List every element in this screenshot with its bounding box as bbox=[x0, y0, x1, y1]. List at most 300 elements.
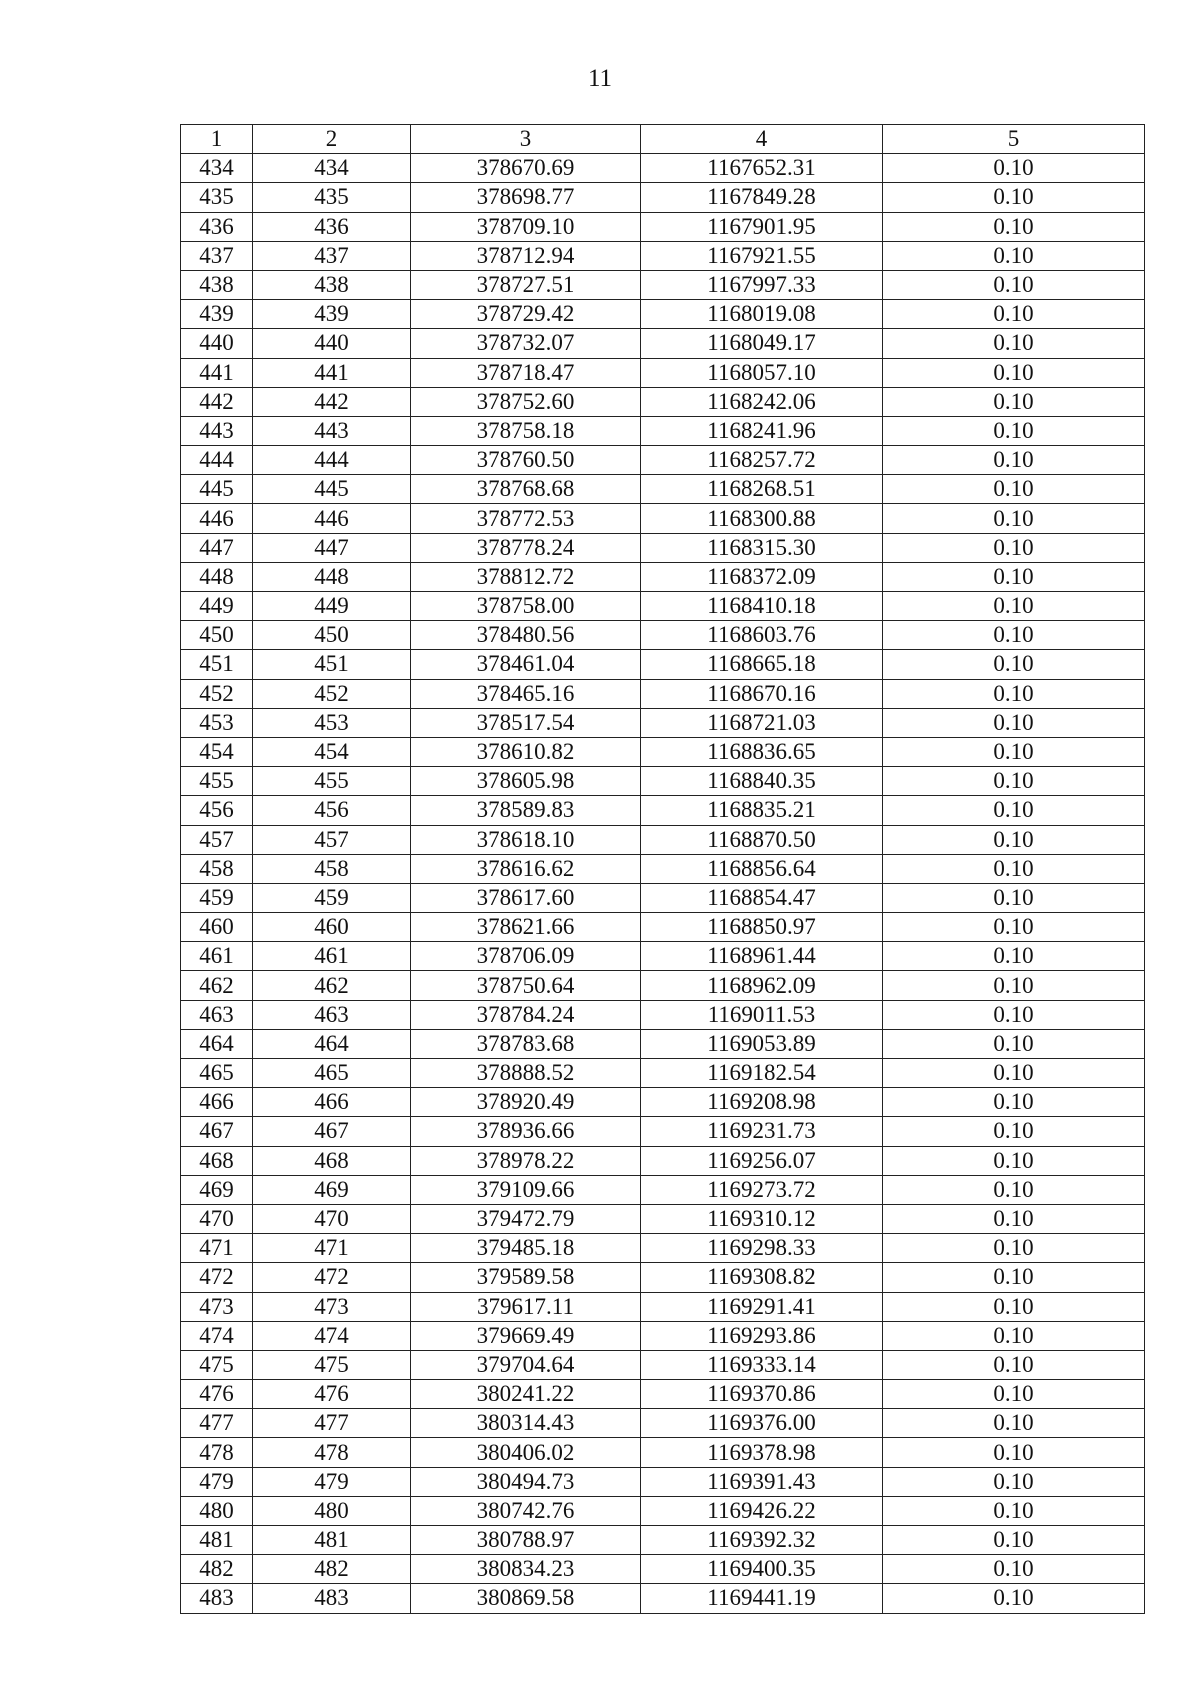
table-cell: 1168300.88 bbox=[641, 504, 883, 533]
table-cell: 1167849.28 bbox=[641, 183, 883, 212]
table-cell: 449 bbox=[253, 592, 411, 621]
table-row bbox=[181, 1496, 1145, 1525]
table-cell: 0.10 bbox=[883, 1438, 1145, 1467]
table-cell: 0.10 bbox=[883, 416, 1145, 445]
table-cell: 458 bbox=[253, 854, 411, 883]
table-cell: 435 bbox=[253, 183, 411, 212]
table-row bbox=[181, 1059, 1145, 1088]
table-cell: 440 bbox=[253, 329, 411, 358]
table-cell: 378732.07 bbox=[411, 329, 641, 358]
table-cell: 0.10 bbox=[883, 708, 1145, 737]
table-cell: 459 bbox=[181, 883, 253, 912]
table-row bbox=[181, 329, 1145, 358]
table-cell: 380742.76 bbox=[411, 1496, 641, 1525]
table-cell: 480 bbox=[253, 1496, 411, 1525]
table-cell: 0.10 bbox=[883, 1467, 1145, 1496]
table-cell: 0.10 bbox=[883, 942, 1145, 971]
table-row bbox=[181, 533, 1145, 562]
table-cell: 1168049.17 bbox=[641, 329, 883, 358]
table-cell: 379109.66 bbox=[411, 1175, 641, 1204]
table-cell: 473 bbox=[181, 1292, 253, 1321]
table-cell: 453 bbox=[253, 708, 411, 737]
table-cell: 447 bbox=[181, 533, 253, 562]
table-cell: 378752.60 bbox=[411, 387, 641, 416]
table-cell: 0.10 bbox=[883, 183, 1145, 212]
table-cell: 475 bbox=[253, 1350, 411, 1379]
table-cell: 466 bbox=[181, 1088, 253, 1117]
table-cell: 482 bbox=[181, 1555, 253, 1584]
table-cell: 461 bbox=[253, 942, 411, 971]
table-cell: 379589.58 bbox=[411, 1263, 641, 1292]
table-cell: 476 bbox=[181, 1380, 253, 1409]
coordinates-table bbox=[180, 124, 1145, 1614]
table-cell: 378709.10 bbox=[411, 212, 641, 241]
table-cell: 440 bbox=[181, 329, 253, 358]
table-cell: 479 bbox=[253, 1467, 411, 1496]
table-cell: 441 bbox=[253, 358, 411, 387]
table-cell: 0.10 bbox=[883, 270, 1145, 299]
table-cell: 435 bbox=[181, 183, 253, 212]
table-cell: 378670.69 bbox=[411, 154, 641, 183]
table-cell: 379704.64 bbox=[411, 1350, 641, 1379]
table-cell: 476 bbox=[253, 1380, 411, 1409]
table-cell: 0.10 bbox=[883, 1321, 1145, 1350]
table-row bbox=[181, 737, 1145, 766]
table-cell: 0.10 bbox=[883, 300, 1145, 329]
table-cell: 1168372.09 bbox=[641, 562, 883, 591]
table-cell: 438 bbox=[253, 270, 411, 299]
table-cell: 1169293.86 bbox=[641, 1321, 883, 1350]
table-cell: 1169231.73 bbox=[641, 1117, 883, 1146]
table-row bbox=[181, 621, 1145, 650]
table-cell: 0.10 bbox=[883, 1555, 1145, 1584]
table-row bbox=[181, 1175, 1145, 1204]
table-row bbox=[181, 942, 1145, 971]
table-cell: 452 bbox=[181, 679, 253, 708]
table-cell: 445 bbox=[181, 475, 253, 504]
table-row bbox=[181, 387, 1145, 416]
table-cell: 0.10 bbox=[883, 796, 1145, 825]
table-cell: 378778.24 bbox=[411, 533, 641, 562]
table-cell: 0.10 bbox=[883, 1029, 1145, 1058]
table-cell: 474 bbox=[181, 1321, 253, 1350]
table-cell: 434 bbox=[253, 154, 411, 183]
table-cell: 378978.22 bbox=[411, 1146, 641, 1175]
table-cell: 481 bbox=[253, 1526, 411, 1555]
table-cell: 455 bbox=[181, 767, 253, 796]
table-cell: 463 bbox=[181, 1000, 253, 1029]
table-row bbox=[181, 825, 1145, 854]
table-cell: 1168856.64 bbox=[641, 854, 883, 883]
table-cell: 452 bbox=[253, 679, 411, 708]
table-cell: 380241.22 bbox=[411, 1380, 641, 1409]
table-cell: 378758.00 bbox=[411, 592, 641, 621]
table-row bbox=[181, 562, 1145, 591]
table-row bbox=[181, 1204, 1145, 1233]
table-cell: 0.10 bbox=[883, 212, 1145, 241]
table-cell: 1169400.35 bbox=[641, 1555, 883, 1584]
table-row bbox=[181, 767, 1145, 796]
table-row bbox=[181, 446, 1145, 475]
table-cell: 379472.79 bbox=[411, 1204, 641, 1233]
table-cell: 449 bbox=[181, 592, 253, 621]
table-cell: 0.10 bbox=[883, 883, 1145, 912]
table-cell: 378784.24 bbox=[411, 1000, 641, 1029]
table-cell: 1169053.89 bbox=[641, 1029, 883, 1058]
table-cell: 459 bbox=[253, 883, 411, 912]
table-cell: 468 bbox=[253, 1146, 411, 1175]
table-cell: 472 bbox=[253, 1263, 411, 1292]
table-cell: 450 bbox=[181, 621, 253, 650]
table-cell: 1169310.12 bbox=[641, 1204, 883, 1233]
table-row bbox=[181, 592, 1145, 621]
table-cell: 378712.94 bbox=[411, 241, 641, 270]
column-header: 2 bbox=[253, 125, 411, 154]
column-header: 5 bbox=[883, 125, 1145, 154]
table-cell: 378461.04 bbox=[411, 650, 641, 679]
table-cell: 479 bbox=[181, 1467, 253, 1496]
table-cell: 0.10 bbox=[883, 1292, 1145, 1321]
table-cell: 465 bbox=[253, 1059, 411, 1088]
table-cell: 378605.98 bbox=[411, 767, 641, 796]
table-cell: 454 bbox=[181, 737, 253, 766]
table-row bbox=[181, 154, 1145, 183]
table-cell: 1168835.21 bbox=[641, 796, 883, 825]
table-cell: 378812.72 bbox=[411, 562, 641, 591]
table-cell: 1167652.31 bbox=[641, 154, 883, 183]
table-cell: 1168410.18 bbox=[641, 592, 883, 621]
table-cell: 378758.18 bbox=[411, 416, 641, 445]
table-row bbox=[181, 1088, 1145, 1117]
table-cell: 380494.73 bbox=[411, 1467, 641, 1496]
table-cell: 379485.18 bbox=[411, 1234, 641, 1263]
table-cell: 466 bbox=[253, 1088, 411, 1117]
table-cell: 0.10 bbox=[883, 154, 1145, 183]
table-cell: 1169391.43 bbox=[641, 1467, 883, 1496]
column-header: 3 bbox=[411, 125, 641, 154]
table-cell: 0.10 bbox=[883, 854, 1145, 883]
table-row bbox=[181, 679, 1145, 708]
table-cell: 483 bbox=[181, 1584, 253, 1613]
table-cell: 0.10 bbox=[883, 1000, 1145, 1029]
table-cell: 1169441.19 bbox=[641, 1584, 883, 1613]
table-row bbox=[181, 913, 1145, 942]
table-cell: 478 bbox=[253, 1438, 411, 1467]
table-row bbox=[181, 1292, 1145, 1321]
table-cell: 0.10 bbox=[883, 1059, 1145, 1088]
table-cell: 378618.10 bbox=[411, 825, 641, 854]
table-cell: 460 bbox=[253, 913, 411, 942]
table-row bbox=[181, 416, 1145, 445]
table-cell: 475 bbox=[181, 1350, 253, 1379]
table-cell: 0.10 bbox=[883, 1175, 1145, 1204]
table-cell: 0.10 bbox=[883, 358, 1145, 387]
table-cell: 446 bbox=[253, 504, 411, 533]
table-cell: 477 bbox=[181, 1409, 253, 1438]
table-cell: 474 bbox=[253, 1321, 411, 1350]
table-cell: 453 bbox=[181, 708, 253, 737]
table-cell: 0.10 bbox=[883, 1526, 1145, 1555]
table-cell: 378772.53 bbox=[411, 504, 641, 533]
table-cell: 1168057.10 bbox=[641, 358, 883, 387]
table-cell: 1169308.82 bbox=[641, 1263, 883, 1292]
table-cell: 463 bbox=[253, 1000, 411, 1029]
table-cell: 450 bbox=[253, 621, 411, 650]
table-row bbox=[181, 1146, 1145, 1175]
table-cell: 464 bbox=[181, 1029, 253, 1058]
table-cell: 379617.11 bbox=[411, 1292, 641, 1321]
table-row bbox=[181, 1467, 1145, 1496]
table-cell: 441 bbox=[181, 358, 253, 387]
table-row bbox=[181, 1321, 1145, 1350]
table-cell: 378589.83 bbox=[411, 796, 641, 825]
table-cell: 471 bbox=[181, 1234, 253, 1263]
table-cell: 443 bbox=[253, 416, 411, 445]
table-cell: 457 bbox=[253, 825, 411, 854]
table-cell: 473 bbox=[253, 1292, 411, 1321]
table-cell: 438 bbox=[181, 270, 253, 299]
table-cell: 0.10 bbox=[883, 913, 1145, 942]
table-cell: 465 bbox=[181, 1059, 253, 1088]
table-cell: 378610.82 bbox=[411, 737, 641, 766]
table-row bbox=[181, 300, 1145, 329]
header-row bbox=[181, 125, 1145, 154]
table-cell: 451 bbox=[253, 650, 411, 679]
table-cell: 1169011.53 bbox=[641, 1000, 883, 1029]
table-cell: 1168870.50 bbox=[641, 825, 883, 854]
table-cell: 1168665.18 bbox=[641, 650, 883, 679]
table-cell: 1169370.86 bbox=[641, 1380, 883, 1409]
table-cell: 1169208.98 bbox=[641, 1088, 883, 1117]
table-cell: 446 bbox=[181, 504, 253, 533]
table-cell: 0.10 bbox=[883, 241, 1145, 270]
table-cell: 1169182.54 bbox=[641, 1059, 883, 1088]
table-cell: 464 bbox=[253, 1029, 411, 1058]
table-row bbox=[181, 270, 1145, 299]
table-cell: 444 bbox=[253, 446, 411, 475]
table-cell: 378729.42 bbox=[411, 300, 641, 329]
table-cell: 1168962.09 bbox=[641, 971, 883, 1000]
table-cell: 1168268.51 bbox=[641, 475, 883, 504]
table-cell: 1167901.95 bbox=[641, 212, 883, 241]
table-cell: 482 bbox=[253, 1555, 411, 1584]
table-row bbox=[181, 1117, 1145, 1146]
table-row bbox=[181, 1234, 1145, 1263]
table-cell: 378480.56 bbox=[411, 621, 641, 650]
table-cell: 1168241.96 bbox=[641, 416, 883, 445]
table-cell: 454 bbox=[253, 737, 411, 766]
table-cell: 458 bbox=[181, 854, 253, 883]
table-cell: 0.10 bbox=[883, 1409, 1145, 1438]
table-row bbox=[181, 1555, 1145, 1584]
table-row bbox=[181, 183, 1145, 212]
table-row bbox=[181, 1526, 1145, 1555]
table-cell: 378465.16 bbox=[411, 679, 641, 708]
table-cell: 455 bbox=[253, 767, 411, 796]
table-cell: 0.10 bbox=[883, 825, 1145, 854]
table-cell: 378718.47 bbox=[411, 358, 641, 387]
table-cell: 467 bbox=[181, 1117, 253, 1146]
table-cell: 483 bbox=[253, 1584, 411, 1613]
table-cell: 378936.66 bbox=[411, 1117, 641, 1146]
table-cell: 0.10 bbox=[883, 1263, 1145, 1292]
page-number: 11 bbox=[587, 65, 613, 92]
table-cell: 378621.66 bbox=[411, 913, 641, 942]
table-cell: 378698.77 bbox=[411, 183, 641, 212]
column-header: 1 bbox=[181, 125, 253, 154]
table-row bbox=[181, 504, 1145, 533]
table-cell: 444 bbox=[181, 446, 253, 475]
table-cell: 448 bbox=[181, 562, 253, 591]
table-cell: 378750.64 bbox=[411, 971, 641, 1000]
table-cell: 0.10 bbox=[883, 1234, 1145, 1263]
table-cell: 467 bbox=[253, 1117, 411, 1146]
table-cell: 445 bbox=[253, 475, 411, 504]
table-cell: 0.10 bbox=[883, 1584, 1145, 1613]
table-cell: 480 bbox=[181, 1496, 253, 1525]
table-row bbox=[181, 1584, 1145, 1613]
table-body bbox=[181, 154, 1145, 1613]
table-cell: 462 bbox=[253, 971, 411, 1000]
table-row bbox=[181, 1409, 1145, 1438]
table-cell: 0.10 bbox=[883, 737, 1145, 766]
table-cell: 439 bbox=[181, 300, 253, 329]
table-cell: 469 bbox=[181, 1175, 253, 1204]
table-row bbox=[181, 854, 1145, 883]
table-cell: 1168721.03 bbox=[641, 708, 883, 737]
table-cell: 1168840.35 bbox=[641, 767, 883, 796]
table-cell: 1168961.44 bbox=[641, 942, 883, 971]
table-cell: 0.10 bbox=[883, 562, 1145, 591]
table-row bbox=[181, 358, 1145, 387]
table-cell: 468 bbox=[181, 1146, 253, 1175]
table-cell: 380314.43 bbox=[411, 1409, 641, 1438]
table-row bbox=[181, 796, 1145, 825]
table-cell: 380406.02 bbox=[411, 1438, 641, 1467]
table-cell: 1167921.55 bbox=[641, 241, 883, 270]
table-cell: 378517.54 bbox=[411, 708, 641, 737]
table-cell: 436 bbox=[181, 212, 253, 241]
table-cell: 380834.23 bbox=[411, 1555, 641, 1584]
table-row bbox=[181, 971, 1145, 1000]
table-row bbox=[181, 883, 1145, 912]
table-cell: 1168603.76 bbox=[641, 621, 883, 650]
table-header bbox=[181, 125, 1145, 154]
table-cell: 471 bbox=[253, 1234, 411, 1263]
table-cell: 1169291.41 bbox=[641, 1292, 883, 1321]
table-cell: 437 bbox=[181, 241, 253, 270]
table-cell: 1168257.72 bbox=[641, 446, 883, 475]
table-cell: 378768.68 bbox=[411, 475, 641, 504]
table-cell: 0.10 bbox=[883, 1204, 1145, 1233]
table-cell: 1168315.30 bbox=[641, 533, 883, 562]
table-cell: 0.10 bbox=[883, 1146, 1145, 1175]
table-cell: 378617.60 bbox=[411, 883, 641, 912]
table-cell: 434 bbox=[181, 154, 253, 183]
table-cell: 380869.58 bbox=[411, 1584, 641, 1613]
table-cell: 1168242.06 bbox=[641, 387, 883, 416]
table-cell: 1169256.07 bbox=[641, 1146, 883, 1175]
table-cell: 0.10 bbox=[883, 475, 1145, 504]
table-cell: 0.10 bbox=[883, 1496, 1145, 1525]
table-row bbox=[181, 708, 1145, 737]
table-cell: 0.10 bbox=[883, 1088, 1145, 1117]
table-cell: 456 bbox=[181, 796, 253, 825]
table-row bbox=[181, 1380, 1145, 1409]
table-cell: 378616.62 bbox=[411, 854, 641, 883]
table-cell: 1169376.00 bbox=[641, 1409, 883, 1438]
table-cell: 0.10 bbox=[883, 621, 1145, 650]
table-cell: 469 bbox=[253, 1175, 411, 1204]
table-row bbox=[181, 1438, 1145, 1467]
table-cell: 470 bbox=[181, 1204, 253, 1233]
table-cell: 436 bbox=[253, 212, 411, 241]
table-cell: 379669.49 bbox=[411, 1321, 641, 1350]
table-row bbox=[181, 1029, 1145, 1058]
table-cell: 378760.50 bbox=[411, 446, 641, 475]
table-cell: 472 bbox=[181, 1263, 253, 1292]
table-cell: 378920.49 bbox=[411, 1088, 641, 1117]
table-cell: 462 bbox=[181, 971, 253, 1000]
table-cell: 0.10 bbox=[883, 1117, 1145, 1146]
table-row bbox=[181, 212, 1145, 241]
table-cell: 1169378.98 bbox=[641, 1438, 883, 1467]
table-cell: 460 bbox=[181, 913, 253, 942]
table-row bbox=[181, 475, 1145, 504]
table-row bbox=[181, 1350, 1145, 1379]
table-cell: 0.10 bbox=[883, 592, 1145, 621]
table-cell: 447 bbox=[253, 533, 411, 562]
table-cell: 0.10 bbox=[883, 446, 1145, 475]
table-cell: 481 bbox=[181, 1526, 253, 1555]
table-cell: 0.10 bbox=[883, 533, 1145, 562]
column-header: 4 bbox=[641, 125, 883, 154]
table-cell: 0.10 bbox=[883, 329, 1145, 358]
table-cell: 0.10 bbox=[883, 971, 1145, 1000]
table-cell: 378727.51 bbox=[411, 270, 641, 299]
table-cell: 448 bbox=[253, 562, 411, 591]
table-cell: 442 bbox=[181, 387, 253, 416]
table-cell: 1167997.33 bbox=[641, 270, 883, 299]
table-cell: 1168854.47 bbox=[641, 883, 883, 912]
table-cell: 1169298.33 bbox=[641, 1234, 883, 1263]
table-cell: 477 bbox=[253, 1409, 411, 1438]
table-cell: 0.10 bbox=[883, 679, 1145, 708]
table-cell: 0.10 bbox=[883, 650, 1145, 679]
table-cell: 456 bbox=[253, 796, 411, 825]
table-cell: 470 bbox=[253, 1204, 411, 1233]
table-cell: 0.10 bbox=[883, 767, 1145, 796]
table-row bbox=[181, 1263, 1145, 1292]
table-row bbox=[181, 1000, 1145, 1029]
table-cell: 1169392.32 bbox=[641, 1526, 883, 1555]
table-cell: 443 bbox=[181, 416, 253, 445]
table-cell: 0.10 bbox=[883, 1350, 1145, 1379]
table-cell: 0.10 bbox=[883, 387, 1145, 416]
table-cell: 461 bbox=[181, 942, 253, 971]
table-cell: 1168670.16 bbox=[641, 679, 883, 708]
table-cell: 1169426.22 bbox=[641, 1496, 883, 1525]
table-cell: 478 bbox=[181, 1438, 253, 1467]
table-cell: 1169333.14 bbox=[641, 1350, 883, 1379]
table-cell: 378888.52 bbox=[411, 1059, 641, 1088]
table-row bbox=[181, 241, 1145, 270]
table-cell: 451 bbox=[181, 650, 253, 679]
table-row bbox=[181, 650, 1145, 679]
table-cell: 1168836.65 bbox=[641, 737, 883, 766]
table-cell: 0.10 bbox=[883, 504, 1145, 533]
table-cell: 380788.97 bbox=[411, 1526, 641, 1555]
